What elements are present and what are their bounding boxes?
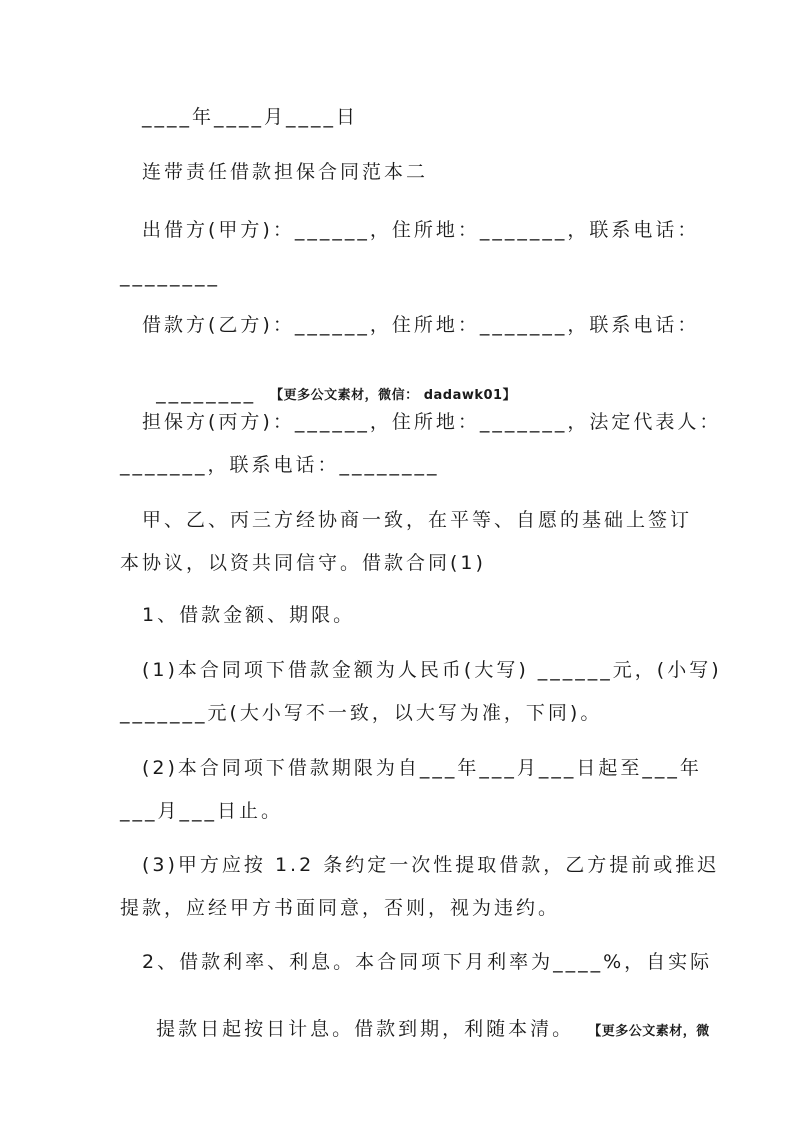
date-line: ____年____月____日 — [142, 106, 359, 128]
contract-title: 连带责任借款担保合同范本二 — [142, 161, 429, 183]
promo-note: 【更多公文素材，微信： dadawk01】 — [270, 388, 517, 403]
lender-phone-blank: ________ — [120, 265, 220, 287]
section-2-line-1: 2、借款利率、利息。本合同项下月利率为____%，自实际 — [142, 951, 713, 973]
lender-line: 出借方(甲方)：______，住所地：_______，联系电话： — [142, 219, 700, 241]
section-1-heading: 1、借款金额、期限。 — [142, 604, 356, 626]
borrower-line: 借款方(乙方)：______，住所地：_______，联系电话： — [142, 314, 700, 336]
preamble-line-2: 本协议，以资共同信守。借款合同(1) — [120, 552, 486, 574]
clause-1-1-line-1: (1)本合同项下借款金额为人民币(大写) ______元，(小写) — [142, 659, 722, 681]
clause-1-3-line-2: 提款，应经甲方书面同意，否则，视为违约。 — [120, 897, 561, 919]
clause-1-2-line-1: (2)本合同项下借款期限为自___年___月___日起至___年 — [142, 757, 702, 779]
borrower-phone-blank: ________ — [156, 382, 257, 404]
promo-note-truncated: 【更多公文素材，微 — [588, 1024, 710, 1039]
guarantor-line: 担保方(丙方)：______，住所地：_______，法定代表人： — [142, 411, 722, 433]
clause-1-2-line-2: ___月___日止。 — [120, 800, 284, 822]
clause-1-3-line-1: (3)甲方应按 1.2 条约定一次性提取借款，乙方提前或推迟 — [142, 854, 720, 876]
preamble-line-1: 甲、乙、丙三方经协商一致，在平等、自愿的基础上签订 — [142, 509, 693, 531]
section-2-line-2-text: 提款日起按日计息。借款到期，利随本清。 — [156, 1018, 575, 1040]
clause-1-1-line-2: _______元(大小写不一致，以大写为准，下同)。 — [120, 702, 603, 724]
guarantor-phone-line: _______，联系电话：________ — [120, 454, 440, 476]
section-2-line-2 — [120, 993, 710, 1068]
